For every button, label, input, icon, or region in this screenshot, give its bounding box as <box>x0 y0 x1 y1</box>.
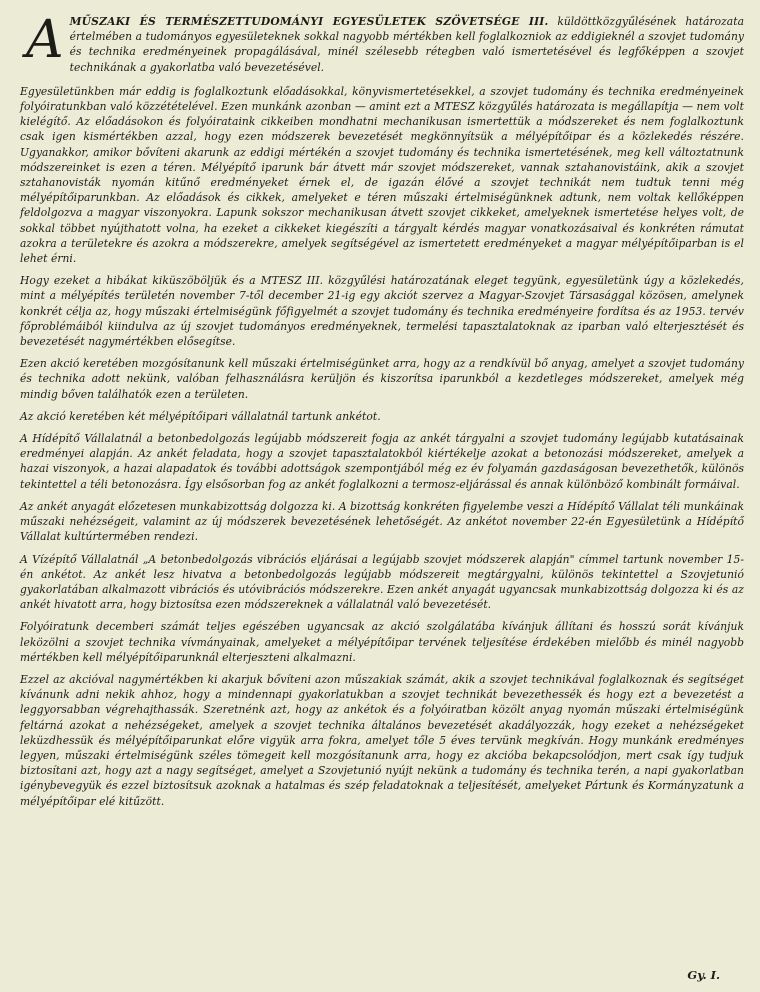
body-paragraph-5: A Hídépítő Vállalatnál a betonbedolgozás legújabb módszereit fogja az ankét tárgyalni a szovjet tudomány legújabb kutatásainak eredményei alapján. Az ankét feladata, hogy a szovjet tapasztalatokból kiértékelje azokat a betonozási módszereket, amelyek a hazai viszonyok, a hazai alapadatok és további adottságok szempontjából még ez év folyamán gazdaságosan bevezethetők, különös tekintettel a téli betonozásra. Így elsősorban fog az ankét foglalkozni a termosz-eljárással és annak különböző kombinált formáival. <box>20 432 744 491</box>
lead-text: küldöttközgyűlésének határozata értelmében a tudományos egyesületeknek sokkal nagyobb mértékben kell foglalkozniok az eddigieknél a szovjet tudomány és technika eredményeinek propagálásával, minél szélesebb rétegben való ismertetésével és legfőképpen a szovjet technikának a gyakorlatba való bevezetésével. <box>69 15 744 74</box>
body-paragraph-2: Hogy ezeket a hibákat kiküszöböljük és a MTESZ III. közgyűlési határozatának eleget tegyünk, egyesületünk úgy a közlekedés, mint a mélyépítés területén november 7-től december 21-ig egy akciót szervez a Magyar-Szovjet Társasággal közösen, amelynek konkrét célja az, hogy műszaki értelmiségünk főfigyelmét a szovjet tudomány és technika eredményeire fordítsa és az 1953. tervév főproblémáiból kiindulva az új szovjet tudományos eredményeknek, termelési tapasztalatoknak az iparban való elterjesztését és bevezetését nagymértékben elősegítse. <box>20 274 744 349</box>
drop-cap: A <box>26 10 64 70</box>
body-paragraph-9: Ezzel az akcióval nagymértékben ki akarjuk bővíteni azon műszakiak számát, akik a szovjet technikával foglalkoznak és segítséget kívánunk adni nekik ahhoz, hogy a mindennapi gyakorlatukban a szovjet technikát bevezethessék és hogy ezt a bevezetést a leggyorsabban végrehajthassák. Szeretnénk azt, hogy az ankétok és a folyóiratban közölt anyag nyomán műszaki értelmiségünk feltárná azokat a nehézségeket, amelyek a szovjet technika általános bevezetését akadályozzák, hogy ezeket a nehézségeket leküzdhessük és mélyépítőiparunkat előre vigyük arra fokra, amelyet tőle 5 éves tervünk megkíván. Hogy munkánk eredményes legyen, műszaki értelmiségünk széles tömegeit kell mozgósítanunk arra, hogy ez akcióba bekapcsolódjon, mert csak így tudjuk biztosítani azt, hogy azt a nagy segítséget, amelyet a Szovjetunió nyújt nekünk a tudomány és technika terén, a napi gyakorlatban igénybevegyük és ezzel biztosítsuk azoknak a hatalmas és szép feladatoknak a teljesítését, amelyeket Pártunk és Kormányzatunk a mélyépítőipar elé kitűzött. <box>20 672 744 808</box>
author-signature: Gy. I. <box>687 968 720 982</box>
body-paragraph-4: Az akció keretében két mélyépítőipari vállalatnál tartunk ankétot. <box>20 409 381 423</box>
body-paragraph-7: A Vízépítő Vállalatnál „A betonbedolgozás vibrációs eljárásai a legújabb szovjet módszerek alapján" címmel tartunk november 15-én ankétot. Az ankét lesz hivatva a betonbedolgozás legújabb módszereit megtárgyalni, különös tekintettel a Szovjetunió gyakorlatában alkalmazott vibrációs és utóvibrációs módszerekre. Ezen ankét anyagát ugyancsak munkabizottság dolgozza ki és az ankét hivatott arra, hogy biztosítsa ezen módszereknek a vállalatnál való bevezetését. <box>20 552 744 612</box>
lead-title: MŰSZAKI ÉS TERMÉSZETTUDOMÁNYI EGYESÜLETEK SZÖVETSÉGE III. <box>69 15 549 28</box>
body-paragraph-3: Ezen akció keretében mozgósítanunk kell műszaki értelmiségünket arra, hogy az a rendkívül bő anyag, amelyet a szovjet tudomány és technika adott nekünk, valóban felhasználásra kerüljön és kiszorítsa iparunkból a kezdetleges módszereket, amelyek még mindig bőven találhatók ezen a területen. <box>20 357 744 401</box>
lead-paragraph <box>20 10 744 75</box>
body-paragraph-1: Egyesületünkben már eddig is foglalkoztunk előadásokkal, könyvismertetésekkel, a szovjet tudomány és technika eredményeinek folyóiratunkban való közzétételével. Ezen munkánk azonban — amint ezt a MTESZ közgyűlés határozata is megállapítja — nem volt kielégítő. Az előadásokon és folyóirataink cikkeiben mondhatni mechanikusan ismertettük a módszereket és nem foglalkoztunk csak igen kismértékben azzal, hogy ezen módszerek bevezetését megkönnyítsük a mélyépítőipar és a közlekedés részére. Ugyanakkor, amikor bővíteni akarunk az eddigi mértékén a szovjet tudomány és technika ismertetésének, meg kell változtatnunk módszereinket is ezen a téren. Mélyépítő iparunk bár átvett már szovjet módszereket, vannak sztahanovistáink, akik a szovjet sztahanovisták nyomán kitűnő eredményeket érnek el, de igazán élővé a szovjet technikát nem tudtuk tenni még mélyépítőiparunkban. Az előadások és cikkek, amelyeket e téren műszaki értelmiségünknek adtunk, nem voltak kellőképpen feldolgozva a magyar viszonyokra. Lapunk sokszor mechanikusan átvett szovjet cikkeket, amelyeknek ismertetése helyes volt, de sokkal többet nyújthatott volna, ha ezeket a cikkeket kiegészíti a tárgyalt kérdés magyar vonatkozásaival és konkréten rámutat azokra a területekre és azokra a módszerekre, amelyek segítségével az ismertetett eredményeket a magyar mélyépítőiparban is el lehet érni. <box>20 84 744 266</box>
body-paragraph-8: Folyóiratunk decemberi számát teljes egészében ugyancsak az akció szolgálatába kívánjuk állítani és hosszú sorát kívánjuk leközölni a szovjet technika vívmányainak, amelyeket a mélyépítőipar tervének teljesítése érdekében mielőbb és minél nagyobb mértékben kell mélyépítőiparunknál elterjeszteni alkalmazni. <box>20 620 744 664</box>
body-paragraph-6: Az ankét anyagát előzetesen munkabizottság dolgozza ki. A bizottság konkréten figyelembe veszi a Hídépítő Vállalat téli munkáinak műszaki nehézségeit, valamint az új módszerek bevezetésének lehetőségét. Az ankétot november 22-én Egyesületünk a Hídépítő Vállalat kultúrtermében rendezi. <box>20 499 744 544</box>
